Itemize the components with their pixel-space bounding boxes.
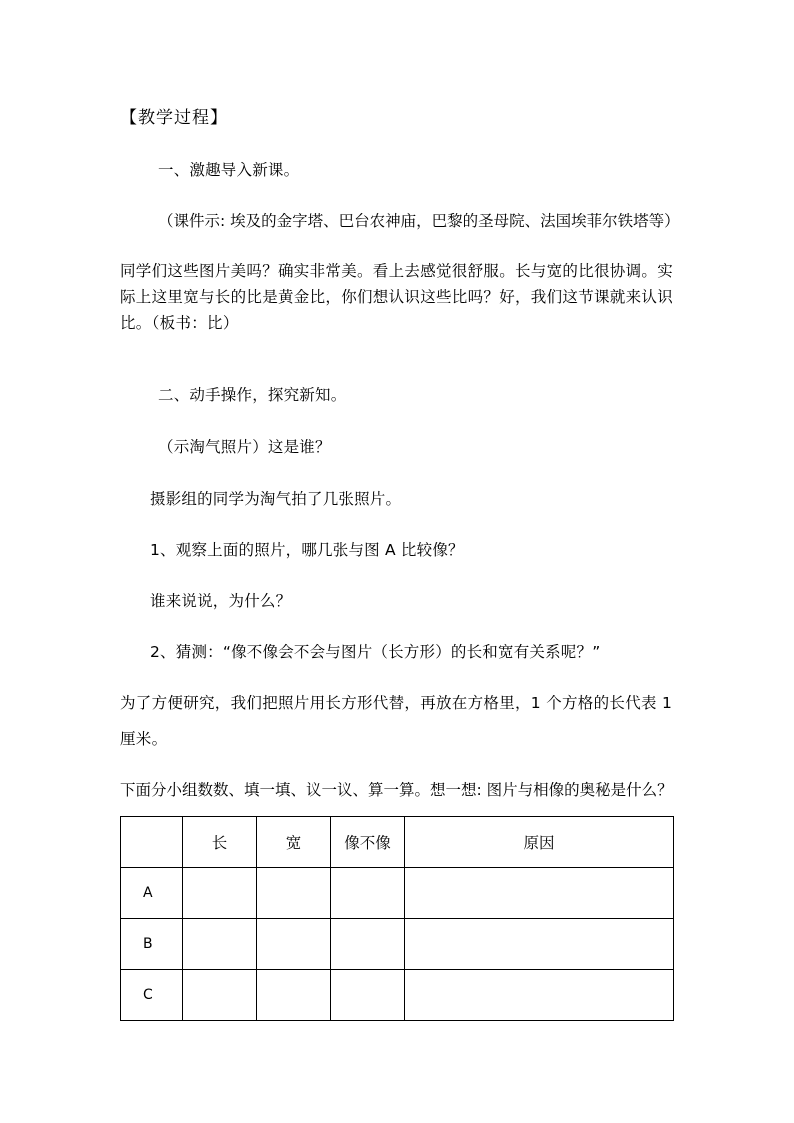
row-label: B xyxy=(121,919,183,970)
table-cell xyxy=(405,868,674,919)
row-label: C xyxy=(121,970,183,1021)
comparison-table xyxy=(120,816,674,1021)
table-cell xyxy=(257,919,331,970)
table-cell xyxy=(183,868,257,919)
table-header-row xyxy=(121,817,674,868)
table-cell xyxy=(183,919,257,970)
table-cell xyxy=(331,868,405,919)
part1-heading: 一、激趣导入新课。 xyxy=(158,161,300,179)
table-cell xyxy=(331,919,405,970)
table-header-length: 长 xyxy=(183,817,257,868)
group-task: 下面分小组数数、填一填、议一议、算一算。想一想: 图片与相像的奥秘是什么？ xyxy=(120,781,673,799)
table-cell xyxy=(405,919,674,970)
table-header-reason: 原因 xyxy=(405,817,674,868)
paragraph-line: 厘米。 xyxy=(120,730,168,748)
table-row xyxy=(121,919,674,970)
table-row xyxy=(121,868,674,919)
research-paragraph xyxy=(120,690,676,752)
table-row xyxy=(121,970,674,1021)
section-title: 【教学过程】 xyxy=(120,108,228,128)
row-label: A xyxy=(121,868,183,919)
paragraph-line: 为了方便研究，我们把照片用长方形代替，再放在方格里，1 个方格的长代表 1 xyxy=(120,694,673,712)
table-cell xyxy=(331,970,405,1021)
table-cell xyxy=(183,970,257,1021)
table-header-width: 宽 xyxy=(257,817,331,868)
photo-prompt: （示淘气照片）这是谁？ xyxy=(158,438,331,456)
intro-paragraph xyxy=(120,258,676,336)
table-cell xyxy=(257,970,331,1021)
courseware-note: （课件示: 埃及的金字塔、巴台农神庙，巴黎的圣母院、法国埃菲尔铁塔等） xyxy=(158,212,680,230)
paragraph-line: 比。（板书：比） xyxy=(120,314,239,332)
paragraph-line: 同学们这些图片美吗？确实非常美。看上去感觉很舒服。长与宽的比很协调。实 xyxy=(120,262,674,280)
question-1: 1、观察上面的照片，哪几张与图 A 比较像？ xyxy=(150,541,464,559)
table-header-corner xyxy=(121,817,183,868)
table-cell xyxy=(257,868,331,919)
table-header-similar: 像不像 xyxy=(331,817,405,868)
paragraph-line: 际上这里宽与长的比是黄金比，你们想认识这些比吗？好，我们这节课就来认识 xyxy=(120,288,674,306)
question-2: 2、猜测：“像不像会不会与图片（长方形）的长和宽有关系呢？” xyxy=(150,643,601,661)
who-explains: 谁来说说，为什么？ xyxy=(150,592,292,610)
table-cell xyxy=(405,970,674,1021)
part2-heading: 二、动手操作，探究新知。 xyxy=(158,386,347,404)
photo-group-text: 摄影组的同学为淘气拍了几张照片。 xyxy=(150,490,402,508)
